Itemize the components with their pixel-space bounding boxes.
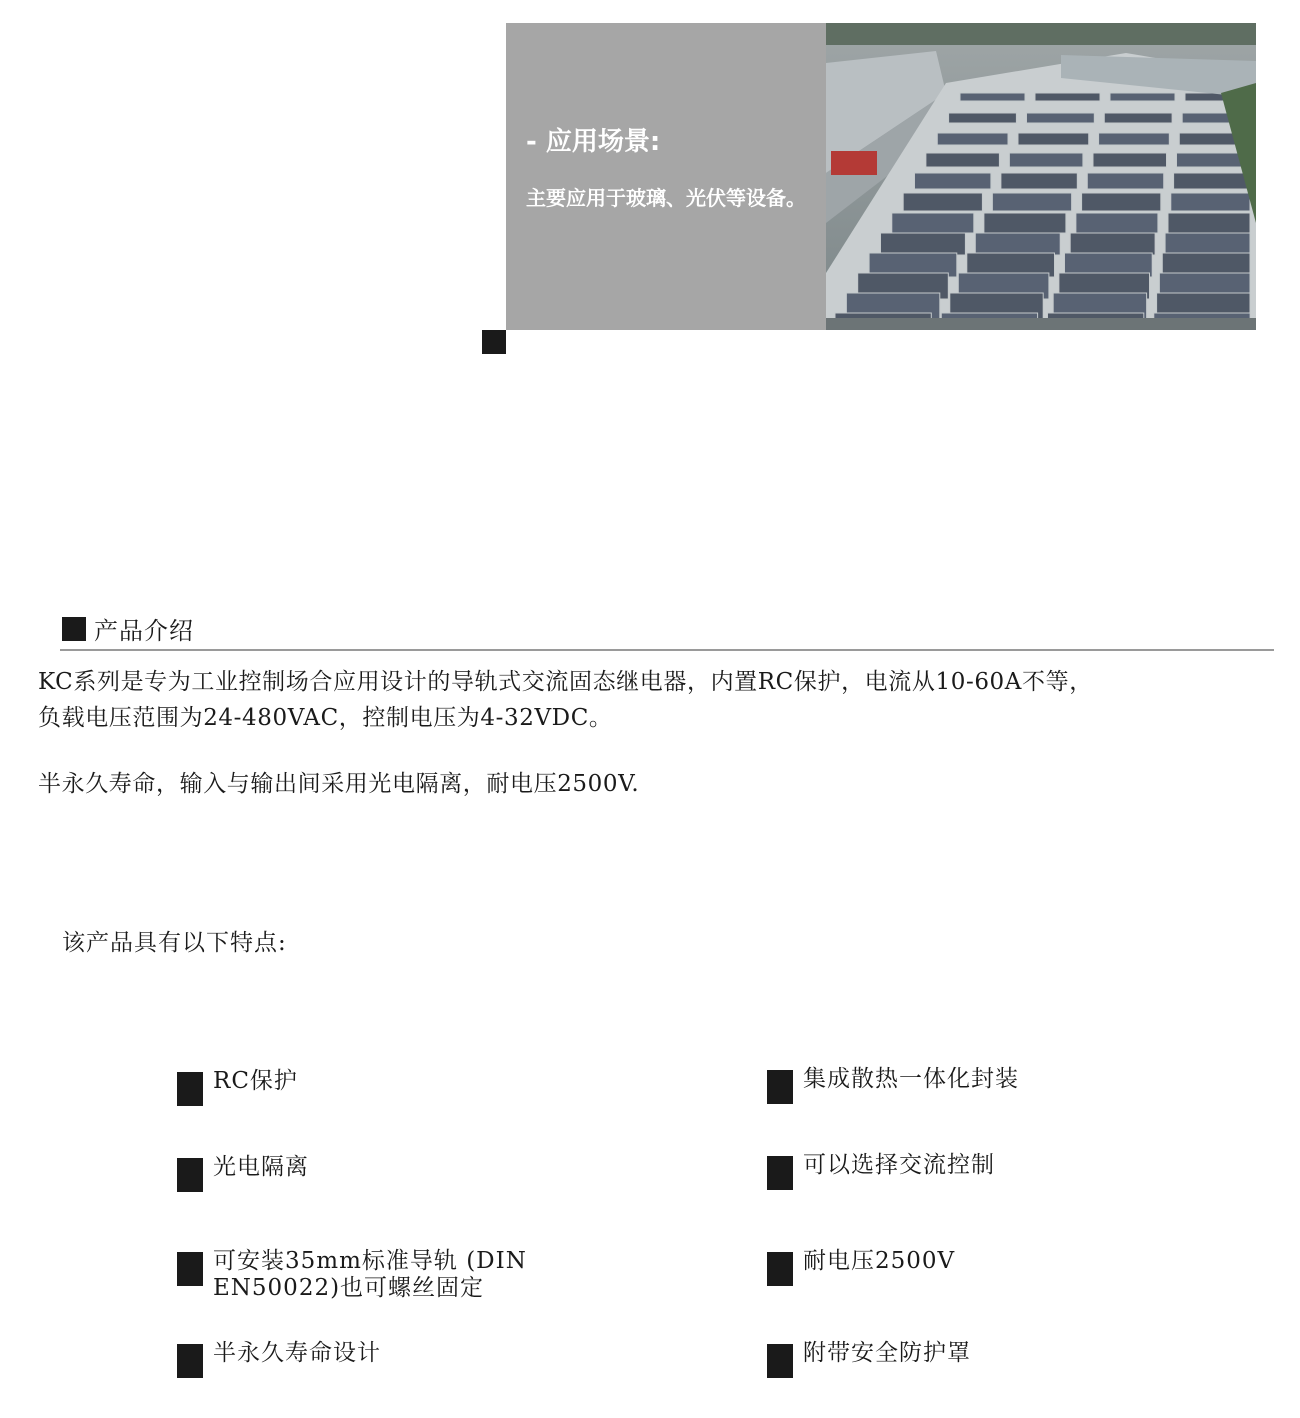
solar-panel-block (1110, 93, 1175, 101)
feature-item (177, 1154, 309, 1192)
section-divider (60, 649, 1274, 651)
solar-panel-block (1168, 213, 1250, 233)
square-bullet-icon (767, 1156, 793, 1190)
square-bullet-icon (177, 1252, 203, 1286)
square-bullet-icon (62, 617, 86, 641)
solar-panel-block (975, 233, 1060, 255)
solar-panel-block (1027, 113, 1095, 123)
product-intro-title (62, 611, 194, 646)
square-bullet-icon (177, 1158, 203, 1192)
feature-text: 可以选择交流控制 (803, 1152, 995, 1178)
solar-panel-block (1082, 193, 1161, 211)
feature-text: 半永久寿命设计 (213, 1340, 381, 1366)
solar-panel-block (926, 153, 1000, 167)
solar-panel-block (892, 213, 974, 233)
solar-panel-block (915, 173, 991, 189)
solar-panel-block (1018, 133, 1089, 145)
product-intro-label: 产品介绍 (94, 617, 194, 645)
solar-panel-block (881, 233, 966, 255)
feature-item (177, 1068, 298, 1106)
banner-heading: - 应用场景: (526, 127, 661, 157)
solar-panel-block (903, 193, 982, 211)
banner-subtitle: 主要应用于玻璃、光伏等设备。 (526, 186, 806, 210)
solar-panel-block (1070, 233, 1155, 255)
banner-text-panel (506, 23, 826, 330)
solar-panel-block (1104, 113, 1172, 123)
feature-item (767, 1066, 1019, 1104)
intro-paragraph-2: 半永久寿命，输入与输出间采用光电隔离，耐电压2500V. (38, 771, 640, 797)
solar-panel-block (1165, 233, 1250, 255)
solar-panel-block (949, 113, 1017, 123)
solar-panel-block (1171, 193, 1250, 211)
feature-text: 可安装35mm标准导轨 (DIN EN50022)也可螺丝固定 (213, 1248, 527, 1301)
feature-text: RC保护 (213, 1068, 298, 1094)
corner-square-decoration (482, 330, 506, 354)
solar-panel-block (960, 93, 1025, 101)
solar-panel-block (1099, 133, 1170, 145)
square-bullet-icon (177, 1072, 203, 1106)
intro-paragraph-1-line-2: 负载电压范围为24-480VAC，控制电压为4-32VDC。 (38, 705, 613, 731)
feature-item (177, 1340, 381, 1378)
feature-item (767, 1152, 995, 1190)
solar-panel-block (1076, 213, 1158, 233)
feature-item (767, 1340, 971, 1378)
feature-text: 光电隔离 (213, 1154, 309, 1180)
square-bullet-icon (177, 1344, 203, 1378)
square-bullet-icon (767, 1344, 793, 1378)
solar-panel-block (1087, 173, 1163, 189)
solar-panel-block (1174, 173, 1250, 189)
solar-panel-block (1009, 153, 1083, 167)
solar-panel-block (1001, 173, 1077, 189)
intro-paragraph-1 (38, 664, 1093, 736)
feature-text: 耐电压2500V (803, 1248, 956, 1274)
features-heading: 该产品具有以下特点: (62, 930, 287, 956)
intro-paragraph-1-line-1: KC系列是专为工业控制场合应用设计的导轨式交流固态继电器，内置RC保护，电流从10-60A不等， (38, 669, 1093, 695)
solar-panel-block (1093, 153, 1167, 167)
feature-item (767, 1248, 955, 1286)
feature-item (177, 1248, 573, 1302)
solar-panel-block (992, 193, 1071, 211)
application-banner (506, 23, 1256, 330)
feature-text: 集成散热一体化封装 (803, 1066, 1019, 1092)
solar-panel-block (937, 133, 1008, 145)
feature-text: 附带安全防护罩 (803, 1340, 971, 1366)
square-bullet-icon (767, 1070, 793, 1104)
square-bullet-icon (767, 1252, 793, 1286)
solar-rooftop-photo (826, 23, 1256, 330)
solar-panel-block (1035, 93, 1100, 101)
solar-panel-block (984, 213, 1066, 233)
